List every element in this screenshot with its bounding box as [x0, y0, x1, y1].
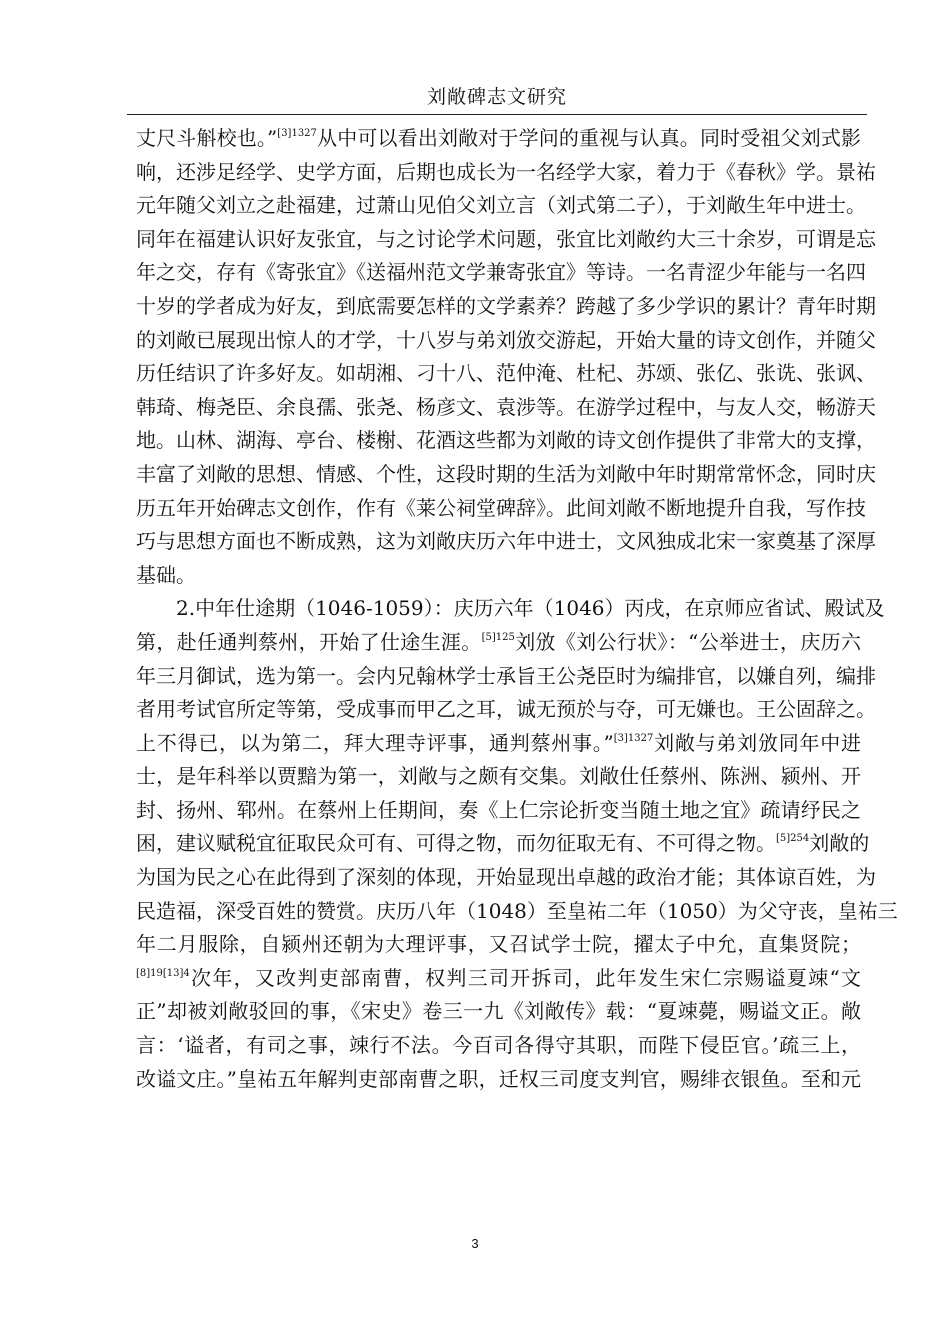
page-body	[136, 122, 898, 1096]
text-run: 刘敞的	[809, 831, 870, 856]
text-line: 历五年开始碑志文创作，作有《莱公祠堂碑辞》。此间刘敞不断地提升自我，写作技	[136, 495, 866, 520]
text-line	[136, 962, 861, 996]
text-line	[136, 626, 861, 660]
paragraph-2	[136, 592, 898, 1096]
text-line: 者用考试官所定等第，受成事而甲乙之耳，诚无预於与夺，可无嫌也。王公固辞之。	[136, 697, 876, 722]
text-line: 地。山林、湖海、亭台、楼榭、花酒这些都为刘敞的诗文创作提供了非常大的支撑，	[136, 428, 876, 453]
text-run: 刘攽《刘公行状》：“公举进士，庆历六	[514, 629, 861, 654]
text-line: 改谥文庄。”皇祐五年解判吏部南曹之职，迁权三司度支判官，赐绯衣银鱼。至和元	[136, 1066, 861, 1091]
text-run: 第，赴任通判蔡州，开始了仕途生涯。	[136, 629, 482, 654]
citation-ref: [3]1327	[613, 732, 654, 744]
text-line: 同年在福建认识好友张宜，与之讨论学术问题，张宜比刘敞约大三十余岁，可谓是忘	[136, 226, 876, 251]
text-run: 困，建议赋税宜征取民众可有、可得之物，而勿征取无有、不可得之物。	[136, 831, 776, 856]
paragraph-1	[136, 122, 876, 592]
text-line: 元年随父刘立之赴福建，过萧山见伯父刘立言（刘式第二子），于刘敞生年中进士。	[136, 193, 866, 218]
text-line: 丰富了刘敞的思想、情感、个性，这段时期的生活为刘敞中年时期常常怀念，同时庆	[136, 461, 876, 486]
text-line	[136, 827, 870, 861]
text-line: 士，是年科举以贾黯为第一，刘敞与之颇有交集。刘敞仕任蔡州、陈洲、颍州、开	[136, 764, 861, 789]
text-line: 响，还涉足经学、史学方面，后期也成长为一名经学大家，着力于《春秋》学。景祐	[136, 159, 876, 184]
text-run: 上不得已，以为第二，拜大理寺评事，通判蔡州事。”	[136, 730, 614, 755]
citation-ref: [8]19[13]4	[136, 967, 190, 979]
text-line	[136, 727, 861, 761]
text-line: 封、扬州、郓州。在蔡州上任期间，奏《上仁宗论折变当随土地之宜》疏请纾民之	[136, 797, 861, 822]
citation-ref: [5]254	[776, 833, 810, 845]
text-line: 为国为民之心在此得到了深刻的体现，开始显现出卓越的政治才能；其体谅百姓，为	[136, 865, 876, 890]
text-run: 从中可以看出刘敞对于学问的重视与认真。同时受祖父刘式影	[316, 126, 862, 150]
text-line	[136, 122, 861, 156]
text-run: 丈尺斗斛校也。”	[136, 126, 278, 150]
text-line: 韩琦、梅尧臣、余良孺、张尧、杨彦文、袁涉等。在游学过程中，与友人交，畅游天	[136, 394, 876, 419]
text-line: 年二月服除，自颍州还朝为大理评事，又召试学士院，擢太子中允，直集贤院；	[136, 932, 861, 957]
page-number: 3	[471, 1236, 479, 1251]
running-header	[127, 82, 867, 112]
text-line: 正”却被刘敞驳回的事，《宋史》卷三一九《刘敞传》载：“夏竦薨，赐谥文正。敞	[136, 999, 861, 1024]
citation-ref: [5]125	[481, 631, 515, 643]
text-line: 基础。	[136, 562, 196, 587]
text-line: 言：‘谥者，有司之事，竦行不法。今百司各得守其职，而陛下侵臣官。’疏三上，	[136, 1033, 861, 1058]
text-run: 刘敞与弟刘攽同年中进	[653, 730, 861, 755]
text-line: 2.中年仕途期（1046-1059）：庆历六年（1046）丙戌，在京师应省试、殿试及	[176, 596, 885, 621]
citation-ref: [3]1327	[277, 128, 317, 139]
text-line: 年三月御试，选为第一。会内兄翰林学士承旨王公尧臣时为编排官，以嫌自列，编排	[136, 663, 876, 688]
text-line: 历任结识了许多好友。如胡湘、刁十八、范仲淹、杜杞、苏颂、张亿、张诜、张讽、	[136, 361, 876, 386]
header-title: 刘敞碑志文研究	[426, 86, 567, 108]
text-line: 民造福，深受百姓的赞赏。庆历八年（1048）至皇祐二年（1050）为父守丧，皇祐三	[136, 898, 898, 923]
text-line: 巧与思想方面也不断成熟，这为刘敞庆历六年中进士，文风独成北宋一家奠基了深厚	[136, 529, 876, 554]
text-line: 的刘敞已展现出惊人的才学，十八岁与弟刘攽交游起，开始大量的诗文创作，并随父	[136, 327, 876, 352]
text-line: 十岁的学者成为好友，到底需要怎样的文学素养？跨越了多少学识的累计？青年时期	[136, 293, 876, 318]
text-line: 年之交，存有《寄张宜》《送福州范文学兼寄张宜》等诗。一名青涩少年能与一名四	[136, 260, 866, 285]
header-rule	[127, 114, 867, 115]
text-run: 次年，又改判吏部南曹，权判三司开拆司，此年发生宋仁宗赐谥夏竦“文	[189, 965, 861, 990]
